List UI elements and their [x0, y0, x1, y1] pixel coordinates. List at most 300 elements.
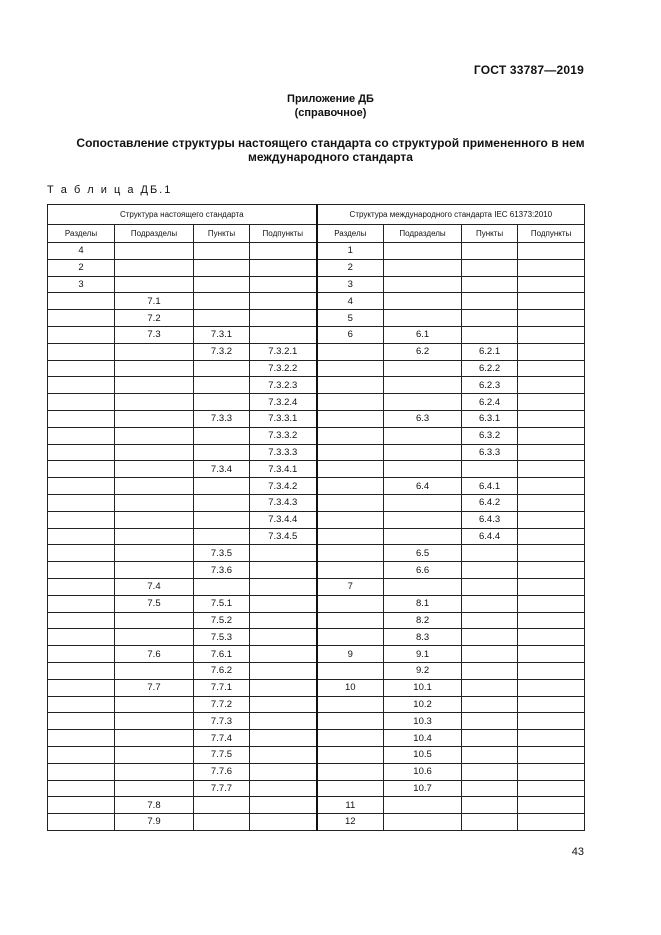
table-cell: [48, 528, 115, 545]
table-cell: [48, 696, 115, 713]
table-cell: [462, 461, 518, 478]
table-cell: [250, 578, 317, 595]
table-cell: [115, 730, 194, 747]
table-cell: [48, 797, 115, 814]
appendix-block: [0, 92, 661, 120]
table-cell: [518, 713, 585, 730]
table-cell: 2: [317, 259, 384, 276]
table-cell: [48, 494, 115, 511]
table-cell: 7.8: [115, 797, 194, 814]
table-cell: [250, 763, 317, 780]
table-cell: [317, 629, 384, 646]
table-cell: [317, 427, 384, 444]
table-cell: [115, 662, 194, 679]
table-cell: [384, 310, 462, 327]
table-cell: [518, 646, 585, 663]
table-cell: 7.7.2: [194, 696, 250, 713]
table-cell: [462, 646, 518, 663]
table-cell: [194, 310, 250, 327]
table-cell: [115, 494, 194, 511]
table-cell: 7.3.4.2: [250, 478, 317, 495]
table-cell: [518, 511, 585, 528]
table-cell: 2: [48, 259, 115, 276]
table-cell: 10.4: [384, 730, 462, 747]
table-cell: [48, 629, 115, 646]
table-cell: [518, 343, 585, 360]
table-cell: [317, 696, 384, 713]
table-cell: [250, 595, 317, 612]
table-cell: 9: [317, 646, 384, 663]
table-cell: [250, 562, 317, 579]
table-cell: [384, 243, 462, 260]
table-cell: 6.4.2: [462, 494, 518, 511]
table-cell: 10.6: [384, 763, 462, 780]
column-header: Подразделы: [384, 225, 462, 243]
table-cell: 7.5.1: [194, 595, 250, 612]
table-cell: [194, 394, 250, 411]
table-cell: [384, 394, 462, 411]
table-cell: 7.3.1: [194, 326, 250, 343]
table-cell: [194, 377, 250, 394]
table-cell: [518, 545, 585, 562]
column-header: Разделы: [317, 225, 384, 243]
table-cell: [194, 293, 250, 310]
table-cell: [518, 780, 585, 797]
table-cell: [194, 444, 250, 461]
table-cell: 7.3.2.4: [250, 394, 317, 411]
table-cell: [518, 377, 585, 394]
table-cell: [115, 528, 194, 545]
table-cell: [317, 343, 384, 360]
table-cell: [115, 612, 194, 629]
table-cell: [317, 478, 384, 495]
column-header: Разделы: [48, 225, 115, 243]
table-row: [48, 780, 585, 797]
table-cell: [518, 595, 585, 612]
table-cell: [462, 730, 518, 747]
table-row: [48, 629, 585, 646]
table-cell: [115, 377, 194, 394]
table-cell: [48, 326, 115, 343]
table-cell: 6.2.1: [462, 343, 518, 360]
table-cell: [48, 461, 115, 478]
table-row: [48, 562, 585, 579]
table-row: [48, 662, 585, 679]
table-cell: [48, 377, 115, 394]
table-row: [48, 243, 585, 260]
table-cell: 6.2.4: [462, 394, 518, 411]
table-cell: [115, 427, 194, 444]
table-cell: [317, 494, 384, 511]
table-cell: [48, 545, 115, 562]
table-cell: [317, 444, 384, 461]
table-cell: 7.3.2.1: [250, 343, 317, 360]
table-cell: [48, 562, 115, 579]
table-cell: [462, 814, 518, 831]
table-row: [48, 730, 585, 747]
table-cell: 4: [48, 243, 115, 260]
table-cell: [115, 276, 194, 293]
table-cell: [250, 730, 317, 747]
table-cell: [384, 293, 462, 310]
table-cell: [518, 763, 585, 780]
table-cell: 7.3.3: [194, 410, 250, 427]
table-cell: [48, 662, 115, 679]
table-cell: [250, 780, 317, 797]
table-row: [48, 814, 585, 831]
table-row: [48, 595, 585, 612]
document-code: ГОСТ 33787—2019: [473, 63, 584, 77]
table-row: [48, 394, 585, 411]
table-cell: [194, 814, 250, 831]
table-cell: [194, 494, 250, 511]
table-cell: [250, 646, 317, 663]
table-cell: [115, 444, 194, 461]
table-cell: [384, 360, 462, 377]
table-cell: 9.2: [384, 662, 462, 679]
table-cell: [250, 713, 317, 730]
table-cell: 7.4: [115, 578, 194, 595]
table-cell: [194, 276, 250, 293]
table-cell: [462, 797, 518, 814]
table-cell: 7.3.4: [194, 461, 250, 478]
table-cell: [115, 478, 194, 495]
table-cell: [462, 696, 518, 713]
table-cell: [48, 595, 115, 612]
table-cell: [194, 427, 250, 444]
table-cell: [250, 629, 317, 646]
table-cell: 8.1: [384, 595, 462, 612]
table-cell: 8.2: [384, 612, 462, 629]
appendix-title: Приложение ДБ: [287, 93, 374, 105]
table-row: [48, 293, 585, 310]
table-cell: [317, 713, 384, 730]
table-cell: 4: [317, 293, 384, 310]
table-row: [48, 444, 585, 461]
table-row: [48, 528, 585, 545]
table-cell: 7.1: [115, 293, 194, 310]
table-cell: [317, 746, 384, 763]
table-cell: 6.4.3: [462, 511, 518, 528]
table-cell: 6.6: [384, 562, 462, 579]
table-cell: [384, 814, 462, 831]
table-cell: [462, 612, 518, 629]
table-cell: [317, 612, 384, 629]
table-cell: [48, 746, 115, 763]
heading-line-2: международного стандарта: [248, 150, 413, 164]
table-cell: [250, 662, 317, 679]
table-cell: 1: [317, 243, 384, 260]
table-cell: 7.3: [115, 326, 194, 343]
table-cell: [317, 360, 384, 377]
table-cell: [462, 293, 518, 310]
table-cell: [48, 360, 115, 377]
table-cell: [518, 696, 585, 713]
table-cell: 6.3.1: [462, 410, 518, 427]
table-cell: 12: [317, 814, 384, 831]
table-cell: 7.3.3.2: [250, 427, 317, 444]
table-cell: [48, 478, 115, 495]
table-cell: [518, 427, 585, 444]
table-cell: [462, 259, 518, 276]
table-cell: [115, 780, 194, 797]
table-row: [48, 713, 585, 730]
table-row: [48, 679, 585, 696]
table-cell: [194, 259, 250, 276]
table-cell: 7.7: [115, 679, 194, 696]
table-cell: [48, 394, 115, 411]
comparison-table: [47, 204, 585, 831]
table-cell: [250, 293, 317, 310]
table-cell: [462, 746, 518, 763]
table-cell: [462, 578, 518, 595]
table-cell: [518, 310, 585, 327]
table-cell: 7.7.6: [194, 763, 250, 780]
table-cell: [518, 629, 585, 646]
table-cell: [384, 528, 462, 545]
table-cell: [384, 276, 462, 293]
table-row: [48, 696, 585, 713]
table-cell: [317, 595, 384, 612]
table-cell: [250, 545, 317, 562]
table-row: [48, 578, 585, 595]
table-cell: [317, 511, 384, 528]
table-cell: [518, 461, 585, 478]
table-cell: [115, 696, 194, 713]
table-cell: 7: [317, 578, 384, 595]
table-cell: 8.3: [384, 629, 462, 646]
table-cell: [115, 629, 194, 646]
table-cell: [518, 243, 585, 260]
table-cell: 7.5.2: [194, 612, 250, 629]
table-cell: 7.6.1: [194, 646, 250, 663]
table-cell: [462, 562, 518, 579]
table-cell: 7.7.3: [194, 713, 250, 730]
table-cell: [384, 259, 462, 276]
section-heading: [70, 136, 591, 164]
table-cell: [518, 814, 585, 831]
table-cell: 7.3.6: [194, 562, 250, 579]
table-cell: 10.3: [384, 713, 462, 730]
table-cell: 6: [317, 326, 384, 343]
column-header: Подразделы: [115, 225, 194, 243]
table-cell: [462, 595, 518, 612]
table-cell: 7.3.2: [194, 343, 250, 360]
table-cell: [194, 578, 250, 595]
table-cell: [518, 494, 585, 511]
table-cell: [48, 293, 115, 310]
table-cell: [462, 243, 518, 260]
table-cell: 7.3.4.3: [250, 494, 317, 511]
table-cell: [384, 444, 462, 461]
table-cell: [518, 394, 585, 411]
table-cell: [462, 326, 518, 343]
group-header-national: Структура настоящего стандарта: [48, 205, 317, 225]
table-row: [48, 545, 585, 562]
column-header: Пункты: [194, 225, 250, 243]
table-cell: [48, 410, 115, 427]
table-cell: [518, 410, 585, 427]
table-row: [48, 746, 585, 763]
table-row: [48, 310, 585, 327]
table-cell: 6.4.4: [462, 528, 518, 545]
table-cell: 11: [317, 797, 384, 814]
table-cell: 7.7.4: [194, 730, 250, 747]
table-cell: 6.3.3: [462, 444, 518, 461]
table-cell: [518, 797, 585, 814]
table-cell: 7.7.7: [194, 780, 250, 797]
table-cell: 7.3.3.3: [250, 444, 317, 461]
table-cell: [48, 511, 115, 528]
table-cell: 7.3.4.5: [250, 528, 317, 545]
table-cell: [384, 578, 462, 595]
table-cell: [194, 243, 250, 260]
table-cell: [250, 746, 317, 763]
table-cell: [317, 410, 384, 427]
table-cell: 9.1: [384, 646, 462, 663]
table-cell: 6.3: [384, 410, 462, 427]
table-cell: [250, 243, 317, 260]
table-cell: 6.2: [384, 343, 462, 360]
table-cell: [115, 713, 194, 730]
table-cell: [518, 730, 585, 747]
table-cell: [384, 461, 462, 478]
table-row: [48, 797, 585, 814]
table-cell: [115, 394, 194, 411]
table-cell: [518, 293, 585, 310]
table-cell: [48, 444, 115, 461]
table-cell: 10.7: [384, 780, 462, 797]
table-cell: 6.3.2: [462, 427, 518, 444]
table-cell: [462, 310, 518, 327]
table-cell: 6.2.3: [462, 377, 518, 394]
table-cell: [462, 545, 518, 562]
table-cell: [462, 662, 518, 679]
group-header-international: Структура международного стандарта IEC 61373:2010: [317, 205, 585, 225]
table-cell: [317, 662, 384, 679]
table-row: [48, 360, 585, 377]
table-cell: 7.6: [115, 646, 194, 663]
table-cell: [518, 612, 585, 629]
table-cell: 7.3.5: [194, 545, 250, 562]
table-cell: [250, 612, 317, 629]
page-number: 43: [571, 846, 584, 858]
table-cell: [194, 511, 250, 528]
table-cell: [317, 730, 384, 747]
table-cell: [48, 814, 115, 831]
table-cell: [48, 730, 115, 747]
table-cell: 6.4: [384, 478, 462, 495]
table-cell: [518, 444, 585, 461]
table-cell: [462, 763, 518, 780]
table-cell: [317, 545, 384, 562]
table-cell: [250, 696, 317, 713]
table-row: [48, 461, 585, 478]
table-cell: [250, 310, 317, 327]
table-cell: 7.3.4.4: [250, 511, 317, 528]
table-cell: [194, 797, 250, 814]
table-cell: [317, 780, 384, 797]
table-cell: [518, 746, 585, 763]
table-cell: [194, 478, 250, 495]
table-row: [48, 377, 585, 394]
table-cell: 7.3.2.3: [250, 377, 317, 394]
table-cell: [518, 259, 585, 276]
column-header: Подпункты: [518, 225, 585, 243]
table-cell: [462, 780, 518, 797]
table-cell: [115, 343, 194, 360]
table-cell: [518, 528, 585, 545]
table-cell: 3: [317, 276, 384, 293]
table-cell: 7.6.2: [194, 662, 250, 679]
table-cell: [48, 310, 115, 327]
table-cell: 5: [317, 310, 384, 327]
table-cell: [384, 797, 462, 814]
table-cell: [48, 427, 115, 444]
table-cell: [317, 528, 384, 545]
table-cell: [250, 259, 317, 276]
table-cell: [317, 394, 384, 411]
table-cell: [115, 259, 194, 276]
table-cell: [317, 763, 384, 780]
table-row: [48, 612, 585, 629]
table-row: [48, 763, 585, 780]
table-cell: [384, 377, 462, 394]
appendix-subtitle: (справочное): [294, 107, 367, 119]
table-cell: [317, 461, 384, 478]
table-cell: [250, 276, 317, 293]
column-header: Подпункты: [250, 225, 317, 243]
table-row: [48, 494, 585, 511]
table-cell: [48, 578, 115, 595]
table-cell: 7.7.5: [194, 746, 250, 763]
table-cell: [250, 814, 317, 831]
table-cell: [384, 511, 462, 528]
table-cell: [115, 511, 194, 528]
table-cell: [518, 326, 585, 343]
table-cell: [518, 662, 585, 679]
table-cell: [194, 528, 250, 545]
table-row: [48, 646, 585, 663]
table-cell: [48, 713, 115, 730]
table-cell: [115, 410, 194, 427]
table-row: [48, 259, 585, 276]
table-cell: [384, 427, 462, 444]
table-cell: 7.3.3.1: [250, 410, 317, 427]
table-cell: [48, 679, 115, 696]
table-cell: [48, 780, 115, 797]
table-cell: [48, 646, 115, 663]
table-row: [48, 326, 585, 343]
table-cell: [518, 276, 585, 293]
table-cell: 7.2: [115, 310, 194, 327]
table-row: [48, 410, 585, 427]
heading-line-1: Сопоставление структуры настоящего стандарта со структурой примененного в нем: [76, 136, 585, 150]
table-cell: [48, 343, 115, 360]
table-cell: [384, 494, 462, 511]
table-cell: [48, 763, 115, 780]
table-cell: [115, 461, 194, 478]
table-cell: 7.9: [115, 814, 194, 831]
table-cell: [115, 746, 194, 763]
table-cell: [194, 360, 250, 377]
table-cell: [115, 243, 194, 260]
table-cell: [518, 562, 585, 579]
table-cell: 10: [317, 679, 384, 696]
table-cell: 3: [48, 276, 115, 293]
table-cell: [115, 360, 194, 377]
table-cell: 10.5: [384, 746, 462, 763]
